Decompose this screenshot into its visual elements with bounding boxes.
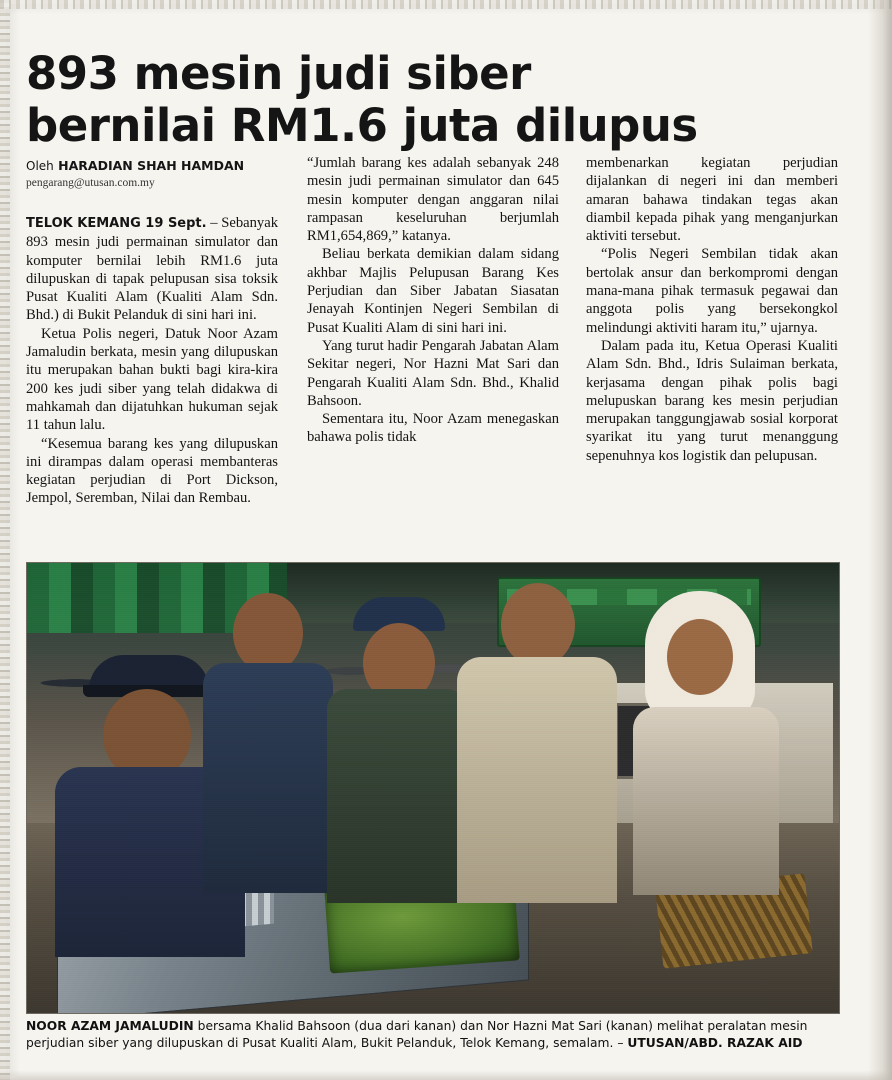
- photo-halftone-grain: [27, 563, 839, 1013]
- byline-author: HARADIAN SHAH HAMDAN: [58, 158, 245, 173]
- scan-edge-bottom: [0, 1070, 892, 1080]
- photo-caption: [26, 1018, 838, 1052]
- paragraph: [26, 214, 278, 325]
- paragraph-text: – Sebanyak 893 mesin judi permainan simulator dan komputer bernilai lebih RM1.6 juta dilupuskan di tapak pelupusan sisa toksik Pusat Kualiti Alam (Kualiti Alam Sdn. Bhd.) di Bukit Pelanduk di sini hari ini.: [26, 215, 278, 324]
- paragraph: Sementara itu, Noor Azam menegaskan bahawa polis tidak: [307, 411, 559, 446]
- paragraph: “Jumlah barang kes adalah sebanyak 248 mesin judi permainan simulator dan 645 mesin komputer dengan anggaran nilai rampasan keseluruhan berjumlah RM1,654,869,” katanya.: [307, 155, 559, 245]
- byline-email: pengarang@utusan.com.my: [26, 177, 155, 189]
- byline-author-row: [26, 158, 281, 174]
- caption-lead: NOOR AZAM JAMALUDIN: [26, 1019, 194, 1033]
- paragraph: Dalam pada itu, Ketua Operasi Kualiti Alam Sdn. Bhd., Idris Sulaiman berkata, kerjasama dengan pihak polis bagi melupuskan barang kes mesin perjudian merupakan tanggungjawab sosial korporat syarikat itu yang turut menanggung sepenuhnya kos logistik dan pelupusan.: [586, 337, 838, 464]
- headline: [26, 48, 836, 152]
- article-column-1: [26, 214, 278, 508]
- dateline: TELOK KEMANG 19 Sept.: [26, 216, 207, 231]
- scan-edge-left: [0, 0, 10, 1080]
- headline-line-2: bernilai RM1.6 juta dilupus: [26, 99, 698, 153]
- paragraph: Ketua Polis negeri, Datuk Noor Azam Jamaludin berkata, mesin yang dilupuskan itu merupakan bahan bukti bagi kira-kira 200 kes judi siber yang telah didakwa di mahkamah dan dijatuhkan hukuman sejak 11 tahun lalu.: [26, 325, 278, 434]
- caption-text: bersama Khalid Bahsoon (dua dari kanan) dan Nor Hazni Mat Sari (kanan) melihat peralatan mesin perjudian siber yang dilupuskan di Pusat Kualiti Alam, Bukit Pelanduk, Telok Kemang, semalam. –: [26, 1019, 808, 1050]
- photo-scene: [27, 563, 839, 1013]
- article-column-3: [586, 154, 838, 465]
- paragraph: Beliau berkata demikian dalam sidang akhbar Majlis Pelupusan Barang Kes Perjudian dan Siber Jabatan Siasatan Jenayah Kontinjen Negeri Sembilan di Pusat Kualiti Alam di sini hari ini.: [307, 246, 559, 336]
- byline-prefix: Oleh: [26, 159, 54, 173]
- scan-edge-right: [868, 0, 892, 1080]
- byline: [26, 158, 281, 190]
- paragraph: “Kesemua barang kes yang dilupuskan ini dirampas dalam operasi membanteras kegiatan perjudian di Port Dickson, Jempol, Seremban, Nilai dan Rembau.: [26, 435, 278, 507]
- headline-line-1: 893 mesin judi siber: [26, 47, 531, 101]
- article-photo: [26, 562, 840, 1014]
- paragraph: membenarkan kegiatan perjudian dijalankan di negeri ini dan memberi amaran bahawa tindakan tegas akan diambil kepada pihak yang menganjurkan aktiviti tersebut.: [586, 155, 838, 245]
- article-column-2: [307, 154, 559, 447]
- scan-edge-top: [0, 0, 892, 9]
- paragraph: “Polis Negeri Sembilan tidak akan bertolak ansur dan berkompromi dengan mana-mana pihak termasuk pegawai dan anggota polis yang bersekongkol melindungi aktiviti haram itu,” ujarnya.: [586, 246, 838, 336]
- paragraph: Yang turut hadir Pengarah Jabatan Alam Sekitar negeri, Nor Hazni Mat Sari dan Pengarah Kualiti Alam Sdn. Bhd., Khalid Bahsoon.: [307, 337, 559, 409]
- photo-credit: UTUSAN/ABD. RAZAK AID: [627, 1036, 803, 1050]
